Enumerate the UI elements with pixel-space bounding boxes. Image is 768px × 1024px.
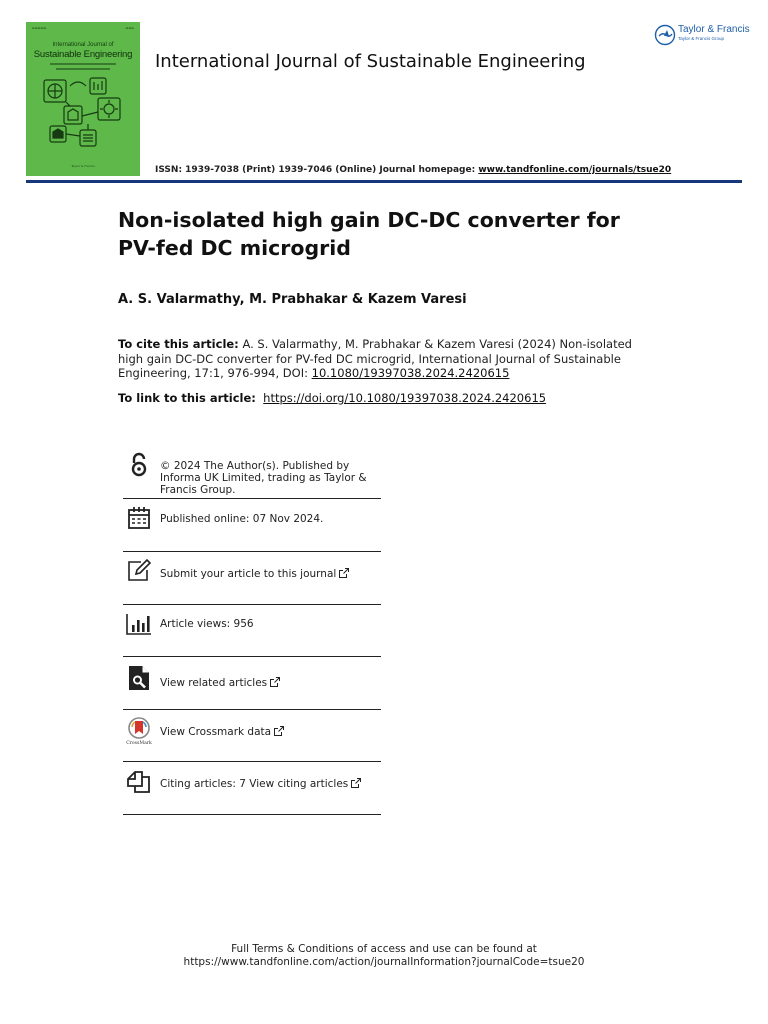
publisher-logo[interactable]: [654, 22, 754, 48]
crossmark-label: View Crossmark data: [160, 726, 272, 738]
journal-homepage-link[interactable]: www.tandfonline.com/journals/tsue20: [478, 165, 672, 175]
taylor-francis-logo-icon: [654, 24, 676, 46]
citing-articles-link[interactable]: [160, 778, 382, 790]
external-link-icon: [274, 726, 284, 736]
published-row: [123, 499, 381, 552]
related-label: View related articles: [160, 677, 268, 689]
link-label: To link to this article:: [118, 391, 256, 405]
article-link: [118, 391, 546, 405]
terms-footer: [0, 943, 768, 969]
article-title: Non-isolated high gain DC-DC converter for PV-fed DC microgrid: [118, 208, 620, 260]
header-divider: [26, 180, 742, 183]
cover-subtitle-bar: [50, 63, 116, 65]
cover-title-line2: Sustainable Engineering: [33, 49, 133, 60]
doi-link[interactable]: https://doi.org/10.1080/19397038.2024.2420615: [263, 391, 547, 405]
views-count: Article views: 956: [160, 618, 254, 630]
citing-label: Citing articles: 7 View citing articles: [160, 778, 349, 790]
license-row: [123, 448, 381, 499]
license-text: © 2024 The Author(s). Published by Informa UK Limited, trading as Taylor & Francis Group.: [160, 460, 367, 496]
crossmark-row[interactable]: [123, 710, 381, 762]
related-articles-link[interactable]: [160, 677, 382, 689]
terms-line1: Full Terms & Conditions of access and use can be found at: [231, 943, 537, 955]
submit-row[interactable]: [123, 552, 381, 605]
related-row[interactable]: [123, 657, 381, 710]
cite-label: To cite this article:: [118, 337, 239, 351]
crossmark-link[interactable]: [160, 726, 382, 738]
article-authors: A. S. Valarmathy, M. Prabhakar & Kazem Varesi: [118, 292, 467, 307]
crossmark-logo-text: CrossMark: [126, 741, 152, 745]
citing-articles-icon: [126, 769, 152, 795]
cite-text: A. S. Valarmathy, M. Prabhakar & Kazem Varesi (2024) Non-isolated high gain DC-DC converter for PV-fed DC microgrid, International Journal of Sustainable Engineering, 17:1, 976-994, DOI:: [118, 337, 632, 380]
publisher-group: Taylor & Francis Group: [678, 36, 725, 41]
cover-publisher: Taylor & Francis: [71, 164, 95, 168]
open-access-icon: [126, 452, 152, 478]
published-date: Published online: 07 Nov 2024.: [160, 513, 324, 525]
cover-illustration-icon: [40, 76, 126, 158]
crossmark-icon: [124, 718, 154, 744]
cover-title-line1: International Journal of: [52, 42, 114, 48]
citing-row[interactable]: [123, 762, 381, 815]
bar-chart-icon: [126, 611, 152, 637]
issn-text: ISSN: 1939-7038 (Print) 1939-7046 (Online) Journal homepage:: [155, 165, 479, 175]
citation: [118, 337, 638, 381]
journal-title: International Journal of Sustainable Engineering: [155, 51, 586, 72]
publisher-name: Taylor & Francis: [678, 24, 750, 35]
search-document-icon: [126, 665, 152, 691]
submit-label: Submit your article to this journal: [160, 568, 337, 580]
external-link-icon: [270, 677, 280, 687]
external-link-icon: [339, 568, 349, 578]
calendar-icon: [126, 505, 152, 531]
submit-article-link[interactable]: [160, 568, 382, 580]
external-link-icon: [351, 778, 361, 788]
cite-doi-link[interactable]: 10.1080/19397038.2024.2420615: [311, 366, 510, 380]
cover-subtitle-bar: [56, 68, 110, 70]
terms-url[interactable]: https://www.tandfonline.com/action/journalInformation?journalCode=tsue20: [183, 956, 585, 968]
cover-top-strip: ▬▬▬▬▬ ▬▬▬: [32, 26, 134, 30]
views-row: [123, 605, 381, 657]
edit-icon: [126, 558, 152, 584]
issn-line: [155, 165, 671, 175]
journal-cover: [26, 22, 140, 176]
